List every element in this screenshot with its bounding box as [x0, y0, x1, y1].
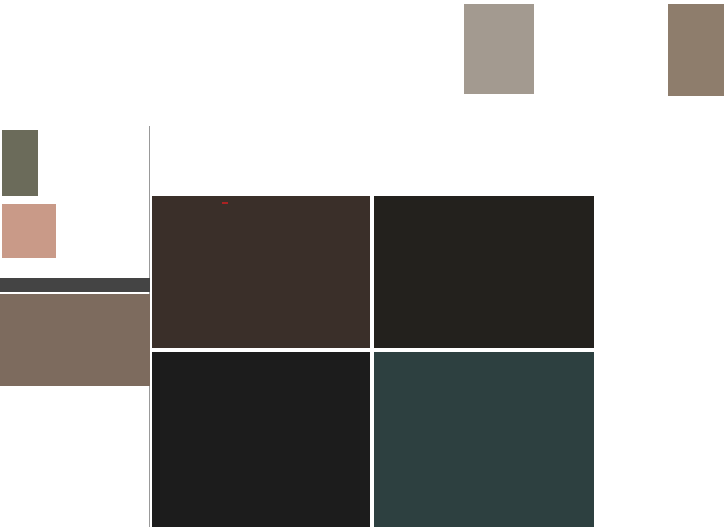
sign-text — [222, 202, 228, 204]
king-salman-photo — [0, 294, 150, 386]
top-teaser-haddad[interactable] — [540, 0, 724, 100]
site-banner[interactable] — [0, 278, 150, 292]
main-story — [152, 114, 727, 527]
left-column — [0, 126, 150, 527]
syria-report[interactable] — [595, 230, 725, 527]
haddad-photo — [668, 4, 724, 96]
barzegar-photo — [2, 204, 56, 258]
photo-bodies-street — [374, 196, 594, 348]
safavi-photo — [2, 130, 38, 196]
report-body — [597, 316, 725, 506]
top-teaser-zarif[interactable] — [340, 0, 536, 100]
left-item-barzegar[interactable] — [2, 204, 148, 260]
barcode — [6, 0, 10, 120]
left-item-safavi[interactable] — [2, 130, 148, 198]
photo-paris-cafe — [152, 196, 370, 348]
photo-stadium — [374, 352, 594, 527]
zarif-photo — [464, 4, 534, 94]
photo-hollande — [152, 352, 370, 527]
left-item-saudi[interactable] — [0, 294, 150, 428]
